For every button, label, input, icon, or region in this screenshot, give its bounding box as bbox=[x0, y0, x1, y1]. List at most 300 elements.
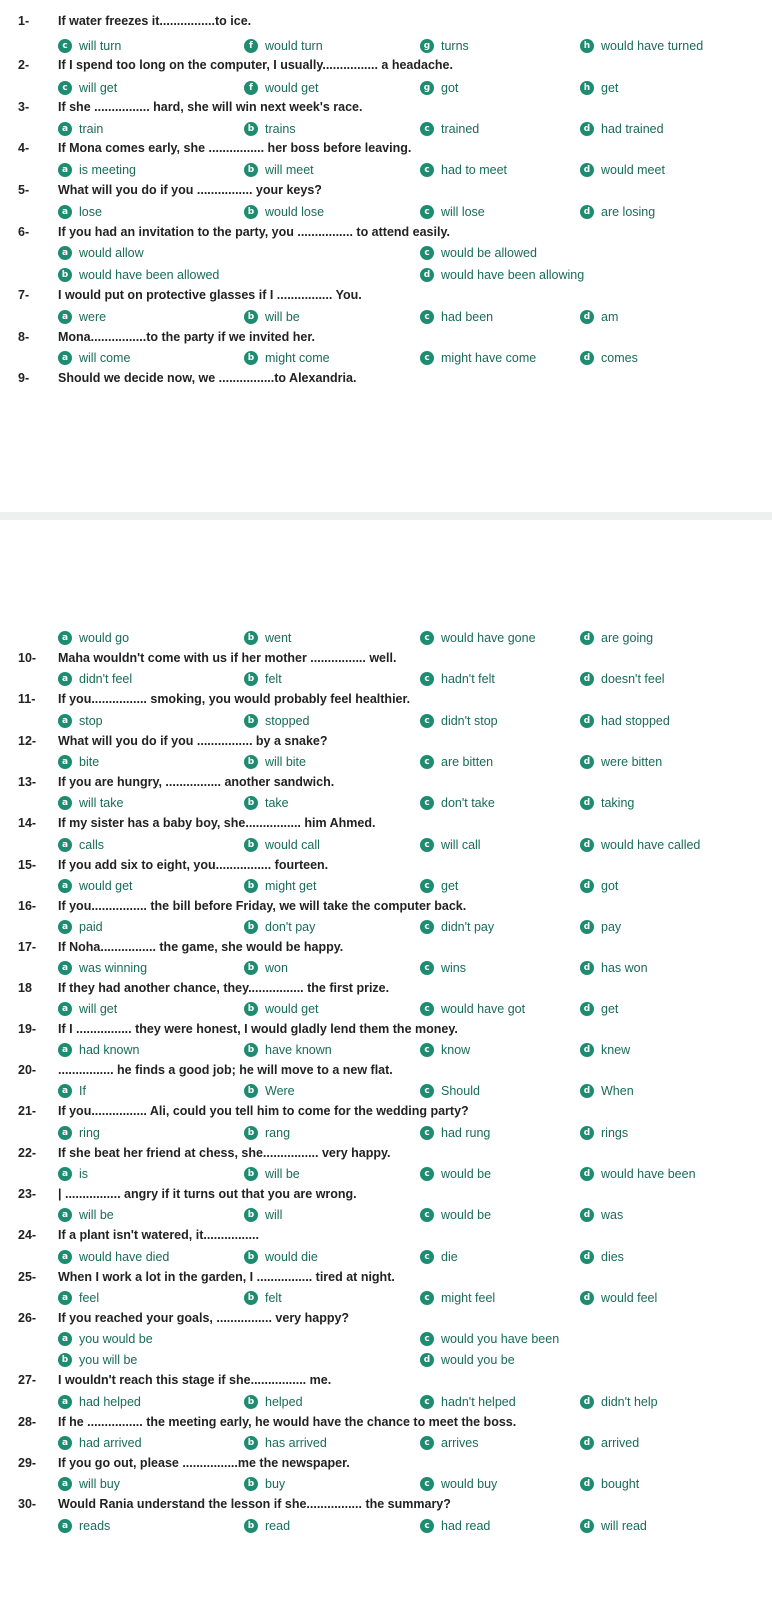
option-text: would be bbox=[441, 1167, 492, 1181]
option-b[interactable] bbox=[244, 920, 315, 934]
option-d[interactable] bbox=[580, 1291, 657, 1305]
option-c[interactable] bbox=[420, 631, 536, 645]
option-text: would be allowed bbox=[441, 246, 537, 260]
option-letter-icon: c bbox=[420, 1395, 434, 1409]
option-b[interactable] bbox=[244, 1395, 303, 1409]
option-text: will meet bbox=[265, 163, 314, 177]
option-letter-icon: b bbox=[244, 1519, 258, 1533]
option-letter-icon: a bbox=[58, 122, 72, 136]
option-b[interactable] bbox=[244, 1126, 290, 1140]
option-a[interactable] bbox=[58, 1208, 114, 1222]
option-d[interactable] bbox=[580, 310, 618, 324]
option-text: would die bbox=[265, 1250, 318, 1264]
option-letter-icon: d bbox=[580, 1519, 594, 1533]
option-a[interactable] bbox=[58, 81, 117, 95]
option-c[interactable] bbox=[420, 122, 479, 136]
option-letter-icon: d bbox=[580, 163, 594, 177]
option-text: have known bbox=[265, 1043, 332, 1057]
option-text: trains bbox=[265, 122, 296, 136]
option-b[interactable] bbox=[244, 351, 330, 365]
option-text: would have been bbox=[601, 1167, 696, 1181]
option-a[interactable] bbox=[58, 920, 103, 934]
question-text: If they had another chance, they................ the first prize. bbox=[58, 981, 390, 995]
option-letter-icon: b bbox=[244, 1436, 258, 1450]
option-text: would lose bbox=[265, 205, 325, 219]
option-letter-icon: a bbox=[58, 879, 72, 893]
option-text: might have come bbox=[441, 351, 537, 365]
option-text: would feel bbox=[601, 1291, 658, 1305]
question-number: 27- bbox=[18, 1373, 37, 1387]
option-letter-icon: a bbox=[58, 246, 72, 260]
option-text: will lose bbox=[441, 205, 485, 219]
question-number: 22- bbox=[18, 1146, 37, 1160]
option-b[interactable] bbox=[244, 1043, 332, 1057]
option-c[interactable] bbox=[420, 1332, 559, 1346]
question-text: If you had an invitation to the party, you ................ to attend easily. bbox=[58, 225, 450, 239]
option-text: didn't pay bbox=[441, 920, 495, 934]
option-c[interactable] bbox=[420, 672, 495, 686]
question-8 bbox=[18, 330, 315, 344]
option-c[interactable] bbox=[420, 796, 495, 810]
option-text: might feel bbox=[441, 1291, 496, 1305]
option-text: would get bbox=[265, 81, 319, 95]
option-letter-icon: c bbox=[420, 163, 434, 177]
option-text: don't take bbox=[441, 796, 495, 810]
option-b[interactable] bbox=[244, 163, 314, 177]
question-number: 17- bbox=[18, 940, 37, 954]
option-text: will turn bbox=[79, 39, 122, 53]
option-letter-icon: d bbox=[580, 714, 594, 728]
question-text: If you................ smoking, you would probably feel healthier. bbox=[58, 692, 411, 706]
option-d[interactable] bbox=[580, 1002, 618, 1016]
option-c[interactable] bbox=[420, 310, 493, 324]
option-d[interactable] bbox=[580, 920, 621, 934]
option-b[interactable] bbox=[244, 122, 296, 136]
option-a[interactable] bbox=[58, 1291, 99, 1305]
option-b[interactable] bbox=[244, 1477, 285, 1491]
option-text: has won bbox=[601, 961, 648, 975]
option-c[interactable] bbox=[420, 755, 493, 769]
question-24 bbox=[18, 1228, 259, 1242]
option-letter-icon: d bbox=[580, 310, 594, 324]
option-a[interactable] bbox=[58, 1167, 88, 1181]
option-letter-icon: c bbox=[420, 1208, 434, 1222]
question-12 bbox=[18, 734, 328, 748]
option-text: would have died bbox=[79, 1250, 170, 1264]
option-c[interactable] bbox=[420, 714, 498, 728]
option-text: got bbox=[601, 879, 619, 893]
option-letter-icon: b bbox=[244, 1477, 258, 1491]
option-text: calls bbox=[79, 838, 105, 852]
option-text: was bbox=[601, 1208, 624, 1222]
option-b[interactable] bbox=[244, 1519, 290, 1533]
option-letter-icon: d bbox=[580, 755, 594, 769]
option-text: had trained bbox=[601, 122, 664, 136]
question-text: If you go out, please ................me the newspaper. bbox=[58, 1456, 350, 1470]
option-c[interactable] bbox=[420, 351, 536, 365]
question-number: 30- bbox=[18, 1497, 37, 1511]
option-c[interactable] bbox=[420, 39, 469, 53]
option-text: would have gone bbox=[441, 631, 536, 645]
option-letter-icon: c bbox=[420, 1291, 434, 1305]
option-letter-icon: c bbox=[420, 920, 434, 934]
option-text: has arrived bbox=[265, 1436, 327, 1450]
option-a[interactable] bbox=[58, 672, 132, 686]
option-c[interactable] bbox=[420, 1250, 458, 1264]
question-number: 21- bbox=[18, 1104, 37, 1118]
option-c[interactable] bbox=[420, 163, 507, 177]
option-letter-icon: c bbox=[420, 246, 434, 260]
option-text: would allow bbox=[79, 246, 144, 260]
option-text: rings bbox=[601, 1126, 629, 1140]
question-28 bbox=[18, 1415, 517, 1429]
option-text: dies bbox=[601, 1250, 624, 1264]
option-letter-icon: b bbox=[244, 879, 258, 893]
question-text: What will you do if you ................ your keys? bbox=[58, 183, 322, 197]
option-text: rang bbox=[265, 1126, 291, 1140]
option-a[interactable] bbox=[58, 1084, 86, 1098]
option-d[interactable] bbox=[580, 39, 703, 53]
option-c[interactable] bbox=[420, 246, 537, 260]
option-text: feel bbox=[79, 1291, 100, 1305]
option-letter-icon: b bbox=[244, 755, 258, 769]
question-number: 15- bbox=[18, 858, 37, 872]
option-letter-icon: h bbox=[580, 39, 594, 53]
question-text: If I spend too long on the computer, I usually................ a headache. bbox=[58, 58, 453, 72]
option-c[interactable] bbox=[420, 205, 485, 219]
question-text: If Noha................ the game, she would be happy. bbox=[58, 940, 344, 954]
option-letter-icon: b bbox=[244, 1291, 258, 1305]
option-text: stop bbox=[79, 714, 103, 728]
option-a[interactable] bbox=[58, 351, 130, 365]
option-letter-icon: d bbox=[580, 351, 594, 365]
question-11 bbox=[18, 692, 411, 706]
question-29 bbox=[18, 1456, 350, 1470]
option-letter-icon: d bbox=[580, 961, 594, 975]
option-c[interactable] bbox=[420, 1291, 495, 1305]
option-letter-icon: c bbox=[420, 1167, 434, 1181]
option-d[interactable] bbox=[580, 1519, 647, 1533]
option-d[interactable] bbox=[580, 796, 634, 810]
option-a[interactable] bbox=[58, 755, 99, 769]
option-text: had rung bbox=[441, 1126, 491, 1140]
option-b[interactable] bbox=[244, 39, 323, 53]
option-d[interactable] bbox=[580, 1250, 624, 1264]
option-a[interactable] bbox=[58, 1002, 117, 1016]
option-b[interactable] bbox=[244, 796, 289, 810]
option-a[interactable] bbox=[58, 714, 103, 728]
option-letter-icon: d bbox=[580, 879, 594, 893]
option-b[interactable] bbox=[244, 838, 320, 852]
option-letter-icon: c bbox=[420, 122, 434, 136]
option-d[interactable] bbox=[580, 1395, 658, 1409]
option-d[interactable] bbox=[580, 122, 664, 136]
option-b[interactable] bbox=[58, 268, 219, 282]
option-d[interactable] bbox=[580, 631, 653, 645]
option-text: felt bbox=[265, 1291, 282, 1305]
option-text: will bite bbox=[265, 755, 306, 769]
option-b[interactable] bbox=[244, 1291, 282, 1305]
option-letter-icon: a bbox=[58, 1126, 72, 1140]
option-text: lose bbox=[79, 205, 102, 219]
question-3 bbox=[18, 100, 363, 114]
option-text: had stopped bbox=[601, 714, 670, 728]
option-d[interactable] bbox=[580, 672, 665, 686]
option-letter-icon: a bbox=[58, 310, 72, 324]
option-text: would be bbox=[441, 1208, 492, 1222]
option-letter-icon: a bbox=[58, 1291, 72, 1305]
option-letter-icon: c bbox=[420, 351, 434, 365]
option-letter-icon: c bbox=[420, 838, 434, 852]
option-text: would get bbox=[79, 879, 133, 893]
question-text: If she ................ hard, she will win next week's race. bbox=[58, 100, 363, 114]
question-number: 29- bbox=[18, 1456, 37, 1470]
option-b[interactable] bbox=[244, 714, 309, 728]
option-b[interactable] bbox=[244, 672, 282, 686]
option-b[interactable] bbox=[244, 205, 324, 219]
option-letter-icon: f bbox=[244, 81, 258, 95]
option-letter-icon: c bbox=[420, 796, 434, 810]
option-c[interactable] bbox=[420, 81, 458, 95]
option-text: would have been allowed bbox=[79, 268, 220, 282]
option-d[interactable] bbox=[580, 1043, 630, 1057]
question-number: 25- bbox=[18, 1270, 37, 1284]
question-number: 20- bbox=[18, 1063, 37, 1077]
option-a[interactable] bbox=[58, 1250, 169, 1264]
option-text: won bbox=[265, 961, 288, 975]
option-letter-icon: b bbox=[244, 796, 258, 810]
option-letter-icon: d bbox=[580, 838, 594, 852]
option-c[interactable] bbox=[420, 1084, 480, 1098]
option-b[interactable] bbox=[244, 1436, 327, 1450]
option-d[interactable] bbox=[580, 1084, 634, 1098]
option-letter-icon: a bbox=[58, 920, 72, 934]
option-a[interactable] bbox=[58, 246, 144, 260]
option-c[interactable] bbox=[420, 1043, 470, 1057]
option-letter-icon: c bbox=[58, 39, 72, 53]
option-letter-icon: d bbox=[580, 122, 594, 136]
option-letter-icon: d bbox=[580, 631, 594, 645]
option-text: you will be bbox=[79, 1353, 138, 1367]
option-letter-icon: d bbox=[580, 1436, 594, 1450]
page-divider bbox=[0, 512, 772, 520]
question-number: 12- bbox=[18, 734, 37, 748]
option-letter-icon: c bbox=[420, 1332, 434, 1346]
option-letter-icon: c bbox=[420, 879, 434, 893]
option-letter-icon: b bbox=[244, 838, 258, 852]
option-a[interactable] bbox=[58, 1477, 120, 1491]
question-text: If you................ Ali, could you tell him to come for the wedding party? bbox=[58, 1104, 469, 1118]
question-text: Should we decide now, we ................to Alexandria. bbox=[58, 371, 357, 385]
option-letter-icon: g bbox=[420, 39, 434, 53]
option-a[interactable] bbox=[58, 1436, 142, 1450]
option-letter-icon: a bbox=[58, 1084, 72, 1098]
option-b[interactable] bbox=[244, 961, 288, 975]
option-c[interactable] bbox=[420, 1519, 490, 1533]
option-b[interactable] bbox=[244, 1002, 319, 1016]
option-letter-icon: d bbox=[580, 1002, 594, 1016]
question-number: 6- bbox=[18, 225, 30, 239]
option-letter-icon: c bbox=[420, 310, 434, 324]
question-number: 1- bbox=[18, 14, 30, 28]
option-d[interactable] bbox=[580, 81, 618, 95]
option-a[interactable] bbox=[58, 838, 104, 852]
question-number: 3- bbox=[18, 100, 30, 114]
question-22 bbox=[18, 1146, 391, 1160]
option-d[interactable] bbox=[580, 163, 665, 177]
option-text: didn't feel bbox=[79, 672, 133, 686]
option-text: take bbox=[265, 796, 289, 810]
option-text: arrives bbox=[441, 1436, 479, 1450]
option-d[interactable] bbox=[580, 961, 648, 975]
option-c[interactable] bbox=[420, 838, 481, 852]
question-number: 7- bbox=[18, 288, 30, 302]
option-d[interactable] bbox=[420, 1353, 515, 1367]
option-text: die bbox=[441, 1250, 458, 1264]
option-letter-icon: c bbox=[420, 672, 434, 686]
option-c[interactable] bbox=[420, 1436, 479, 1450]
option-d[interactable] bbox=[580, 1208, 623, 1222]
option-text: were bbox=[79, 310, 107, 324]
option-text: will take bbox=[79, 796, 124, 810]
option-d[interactable] bbox=[580, 351, 638, 365]
option-a[interactable] bbox=[58, 1332, 153, 1346]
option-letter-icon: b bbox=[244, 672, 258, 686]
option-text: would get bbox=[265, 1002, 319, 1016]
option-letter-icon: c bbox=[420, 1519, 434, 1533]
option-text: had been bbox=[441, 310, 494, 324]
option-text: hadn't helped bbox=[441, 1395, 516, 1409]
option-text: If bbox=[79, 1084, 86, 1098]
option-c[interactable] bbox=[420, 1208, 491, 1222]
option-letter-icon: c bbox=[420, 961, 434, 975]
option-letter-icon: a bbox=[58, 1436, 72, 1450]
option-a[interactable] bbox=[58, 163, 136, 177]
option-d[interactable] bbox=[580, 714, 670, 728]
option-d[interactable] bbox=[420, 268, 584, 282]
option-letter-icon: c bbox=[420, 714, 434, 728]
option-d[interactable] bbox=[580, 1436, 639, 1450]
option-a[interactable] bbox=[58, 879, 133, 893]
option-text: will call bbox=[441, 838, 481, 852]
option-text: bought bbox=[601, 1477, 640, 1491]
option-a[interactable] bbox=[58, 205, 102, 219]
option-text: would buy bbox=[441, 1477, 498, 1491]
option-a[interactable] bbox=[58, 1519, 110, 1533]
option-a[interactable] bbox=[58, 39, 121, 53]
option-text: will be bbox=[79, 1208, 114, 1222]
option-letter-icon: d bbox=[580, 1167, 594, 1181]
option-c[interactable] bbox=[420, 1126, 490, 1140]
option-text: taking bbox=[601, 796, 635, 810]
option-text: will get bbox=[79, 1002, 118, 1016]
option-letter-icon: a bbox=[58, 1167, 72, 1181]
question-1 bbox=[18, 14, 252, 28]
option-letter-icon: d bbox=[420, 268, 434, 282]
option-letter-icon: a bbox=[58, 838, 72, 852]
option-c[interactable] bbox=[420, 1395, 516, 1409]
option-b[interactable] bbox=[244, 755, 306, 769]
option-b[interactable] bbox=[244, 879, 316, 893]
option-text: will buy bbox=[79, 1477, 120, 1491]
question-number: 26- bbox=[18, 1311, 37, 1325]
option-a[interactable] bbox=[58, 961, 147, 975]
question-text: If my sister has a baby boy, she................ him Ahmed. bbox=[58, 816, 376, 830]
option-b[interactable] bbox=[58, 1353, 137, 1367]
option-text: will get bbox=[79, 81, 118, 95]
option-a[interactable] bbox=[58, 310, 106, 324]
option-a[interactable] bbox=[58, 1395, 141, 1409]
option-text: would call bbox=[265, 838, 320, 852]
option-d[interactable] bbox=[580, 1477, 639, 1491]
option-text: pay bbox=[601, 920, 622, 934]
option-text: had arrived bbox=[79, 1436, 142, 1450]
question-number: 19- bbox=[18, 1022, 37, 1036]
option-letter-icon: b bbox=[244, 631, 258, 645]
question-number: 28- bbox=[18, 1415, 37, 1429]
option-b[interactable] bbox=[244, 310, 300, 324]
option-text: don't pay bbox=[265, 920, 316, 934]
option-b[interactable] bbox=[244, 81, 319, 95]
option-letter-icon: a bbox=[58, 961, 72, 975]
option-a[interactable] bbox=[58, 1043, 139, 1057]
option-b[interactable] bbox=[244, 1084, 295, 1098]
option-text: would you have been bbox=[441, 1332, 560, 1346]
option-letter-icon: a bbox=[58, 205, 72, 219]
option-a[interactable] bbox=[58, 1126, 100, 1140]
option-c[interactable] bbox=[420, 920, 494, 934]
option-text: helped bbox=[265, 1395, 303, 1409]
option-c[interactable] bbox=[420, 1167, 491, 1181]
option-text: had known bbox=[79, 1043, 140, 1057]
option-text: reads bbox=[79, 1519, 111, 1533]
option-letter-icon: d bbox=[580, 1208, 594, 1222]
option-c[interactable] bbox=[420, 1002, 525, 1016]
option-text: ring bbox=[79, 1126, 100, 1140]
question-18 bbox=[18, 981, 390, 995]
option-b[interactable] bbox=[244, 1167, 300, 1181]
option-a[interactable] bbox=[58, 631, 129, 645]
question-7 bbox=[18, 288, 362, 302]
option-letter-icon: b bbox=[244, 351, 258, 365]
option-b[interactable] bbox=[244, 1208, 282, 1222]
option-c[interactable] bbox=[420, 879, 458, 893]
option-letter-icon: h bbox=[580, 81, 594, 95]
question-text: I wouldn't reach this stage if she................ me. bbox=[58, 1373, 332, 1387]
option-a[interactable] bbox=[58, 122, 103, 136]
option-b[interactable] bbox=[244, 1250, 318, 1264]
question-4 bbox=[18, 141, 412, 155]
question-text: Mona................to the party if we invited her. bbox=[58, 330, 315, 344]
question-23 bbox=[18, 1187, 357, 1201]
option-d[interactable] bbox=[580, 1167, 696, 1181]
option-letter-icon: d bbox=[580, 796, 594, 810]
option-d[interactable] bbox=[580, 1126, 628, 1140]
option-a[interactable] bbox=[58, 796, 123, 810]
option-d[interactable] bbox=[580, 755, 662, 769]
option-d[interactable] bbox=[580, 205, 655, 219]
option-c[interactable] bbox=[420, 1477, 497, 1491]
option-letter-icon: d bbox=[580, 1395, 594, 1409]
option-b[interactable] bbox=[244, 631, 291, 645]
option-d[interactable] bbox=[580, 838, 700, 852]
option-d[interactable] bbox=[580, 879, 618, 893]
option-c[interactable] bbox=[420, 961, 466, 975]
question-number: 14- bbox=[18, 816, 37, 830]
option-text: am bbox=[601, 310, 619, 324]
option-text: would have got bbox=[441, 1002, 526, 1016]
option-text: would you be bbox=[441, 1353, 515, 1367]
